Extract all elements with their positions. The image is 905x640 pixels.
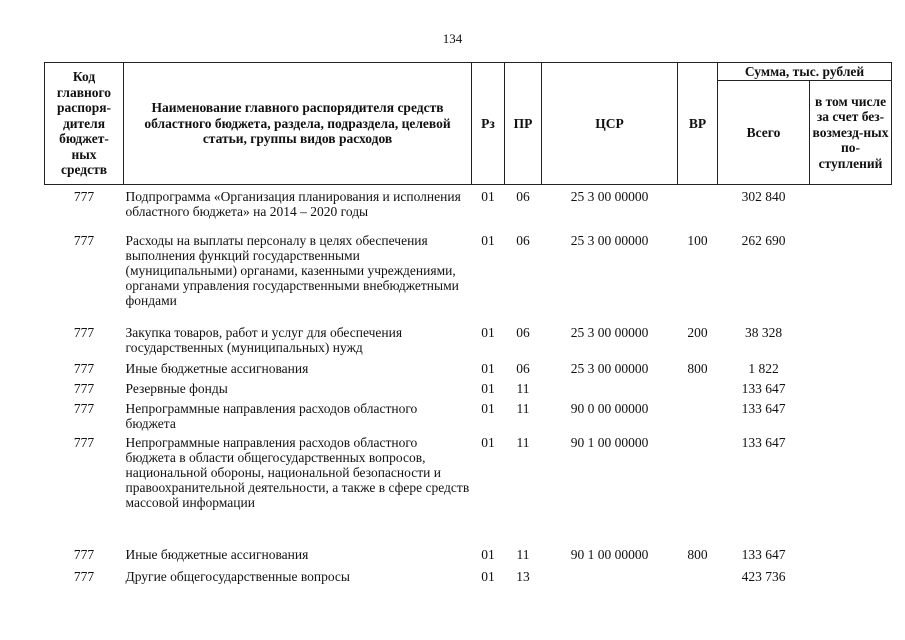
cell-pr: 06 <box>516 232 530 248</box>
cell-pr: 11 <box>516 434 530 450</box>
cell-total: 423 736 <box>741 568 786 584</box>
cell-pr: 13 <box>516 568 530 584</box>
cell-total: 133 647 <box>741 434 786 450</box>
table-row <box>45 361 892 381</box>
cell-vr <box>678 569 718 591</box>
cell-name: Подпрограмма «Организация планирования и исполнения областного бюджета» на 2014 – 2020 годы <box>125 189 461 219</box>
cell-rz: 01 <box>481 232 495 248</box>
cell-rz: 01 <box>481 380 495 396</box>
cell-pr: 06 <box>516 360 530 376</box>
cell-total: 133 647 <box>741 400 786 416</box>
header-sum-total: Всего <box>718 81 810 185</box>
cell-code: 777 <box>73 232 95 248</box>
cell-name: Другие общегосударственные вопросы <box>125 568 350 584</box>
cell-code: 777 <box>73 434 95 450</box>
header-sum-free: в том числе за счет без-возмезд-ных по-ступлений <box>810 81 892 185</box>
cell-rz: 01 <box>481 324 495 340</box>
cell-name: Иные бюджетные ассигнования <box>125 360 309 376</box>
cell-pr: 11 <box>516 546 530 562</box>
cell-csr: 25 3 00 00000 <box>570 324 649 340</box>
cell-code: 777 <box>73 324 95 340</box>
cell-vr: 200 <box>687 324 708 340</box>
cell-rz: 01 <box>481 189 495 204</box>
cell-free <box>810 401 892 435</box>
cell-name: Непрограммные направления расходов областного бюджета <box>125 400 418 431</box>
cell-csr: 25 3 00 00000 <box>570 360 649 376</box>
cell-csr: 90 0 00 00000 <box>570 400 649 416</box>
cell-name: Закупка товаров, работ и услуг для обеспечения государственных (муниципальных) нужд <box>125 324 403 355</box>
cell-csr <box>542 381 678 401</box>
budget-table <box>44 62 892 591</box>
header-csr: ЦСР <box>542 63 678 185</box>
header-rz: Рз <box>472 63 505 185</box>
cell-free <box>810 547 892 569</box>
cell-rz: 01 <box>481 546 495 562</box>
cell-csr <box>542 569 678 591</box>
header-sum-group: Сумма, тыс. рублей <box>718 63 892 81</box>
cell-total: 133 647 <box>741 380 786 396</box>
cell-free <box>810 185 892 233</box>
cell-pr: 06 <box>516 189 530 204</box>
cell-free <box>810 361 892 381</box>
header-name: Наименование главного распорядителя средств областного бюджета, раздела, подраздела, целевой статьи, группы видов расходов <box>124 63 472 185</box>
table-row <box>45 381 892 401</box>
cell-name: Иные бюджетные ассигнования <box>125 546 309 562</box>
cell-total: 262 690 <box>741 232 786 248</box>
cell-pr: 11 <box>516 400 530 416</box>
header-vr: ВР <box>678 63 718 185</box>
cell-name: Расходы на выплаты персоналу в целях обеспечения выполнения функций государственными (муниципальными) органами, казенными учреждениями, органами управления государственными внебюджетными фондами <box>125 232 459 308</box>
cell-vr <box>678 435 718 547</box>
table-row <box>45 401 892 435</box>
cell-free <box>810 325 892 361</box>
cell-csr: 25 3 00 00000 <box>570 232 649 248</box>
cell-rz: 01 <box>481 360 495 376</box>
cell-vr <box>678 401 718 435</box>
cell-vr: 800 <box>687 546 708 562</box>
cell-free <box>810 381 892 401</box>
cell-vr: 800 <box>687 360 708 376</box>
cell-name: Непрограммные направления расходов областного бюджета в области общегосударственных вопросов, национальной обороны, национальной безопасности и правоохранительной деятельности, а также в сфере средств массовой информации <box>125 434 470 510</box>
cell-free <box>810 435 892 547</box>
cell-total: 38 328 <box>744 324 783 340</box>
cell-code: 777 <box>73 400 95 416</box>
cell-vr <box>678 185 718 233</box>
header-pr: ПР <box>505 63 542 185</box>
cell-csr: 90 1 00 00000 <box>570 434 649 450</box>
cell-rz: 01 <box>481 434 495 450</box>
cell-vr <box>678 381 718 401</box>
cell-csr: 90 1 00 00000 <box>570 546 649 562</box>
page-number: 134 <box>442 31 463 46</box>
cell-code: 777 <box>73 189 95 204</box>
cell-total: 1 822 <box>748 360 779 376</box>
cell-code: 777 <box>73 568 95 584</box>
cell-code: 777 <box>73 360 95 376</box>
cell-pr: 11 <box>516 380 530 396</box>
table-row <box>45 435 892 547</box>
table-row <box>45 185 892 233</box>
cell-code: 777 <box>73 546 95 562</box>
cell-pr: 06 <box>516 324 530 340</box>
cell-rz: 01 <box>481 568 495 584</box>
cell-rz: 01 <box>481 400 495 416</box>
cell-free <box>810 233 892 325</box>
table-row <box>45 325 892 361</box>
cell-code: 777 <box>73 380 95 396</box>
table-row <box>45 569 892 591</box>
cell-free <box>810 569 892 591</box>
header-code: Код главного распоря-дителя бюджет-ных средств <box>45 63 124 185</box>
table-row <box>45 233 892 325</box>
cell-total: 133 647 <box>741 546 786 562</box>
table-row <box>45 547 892 569</box>
cell-csr: 25 3 00 00000 <box>570 189 649 204</box>
cell-vr: 100 <box>687 232 708 248</box>
cell-total: 302 840 <box>741 189 786 204</box>
cell-name: Резервные фонды <box>125 380 228 396</box>
